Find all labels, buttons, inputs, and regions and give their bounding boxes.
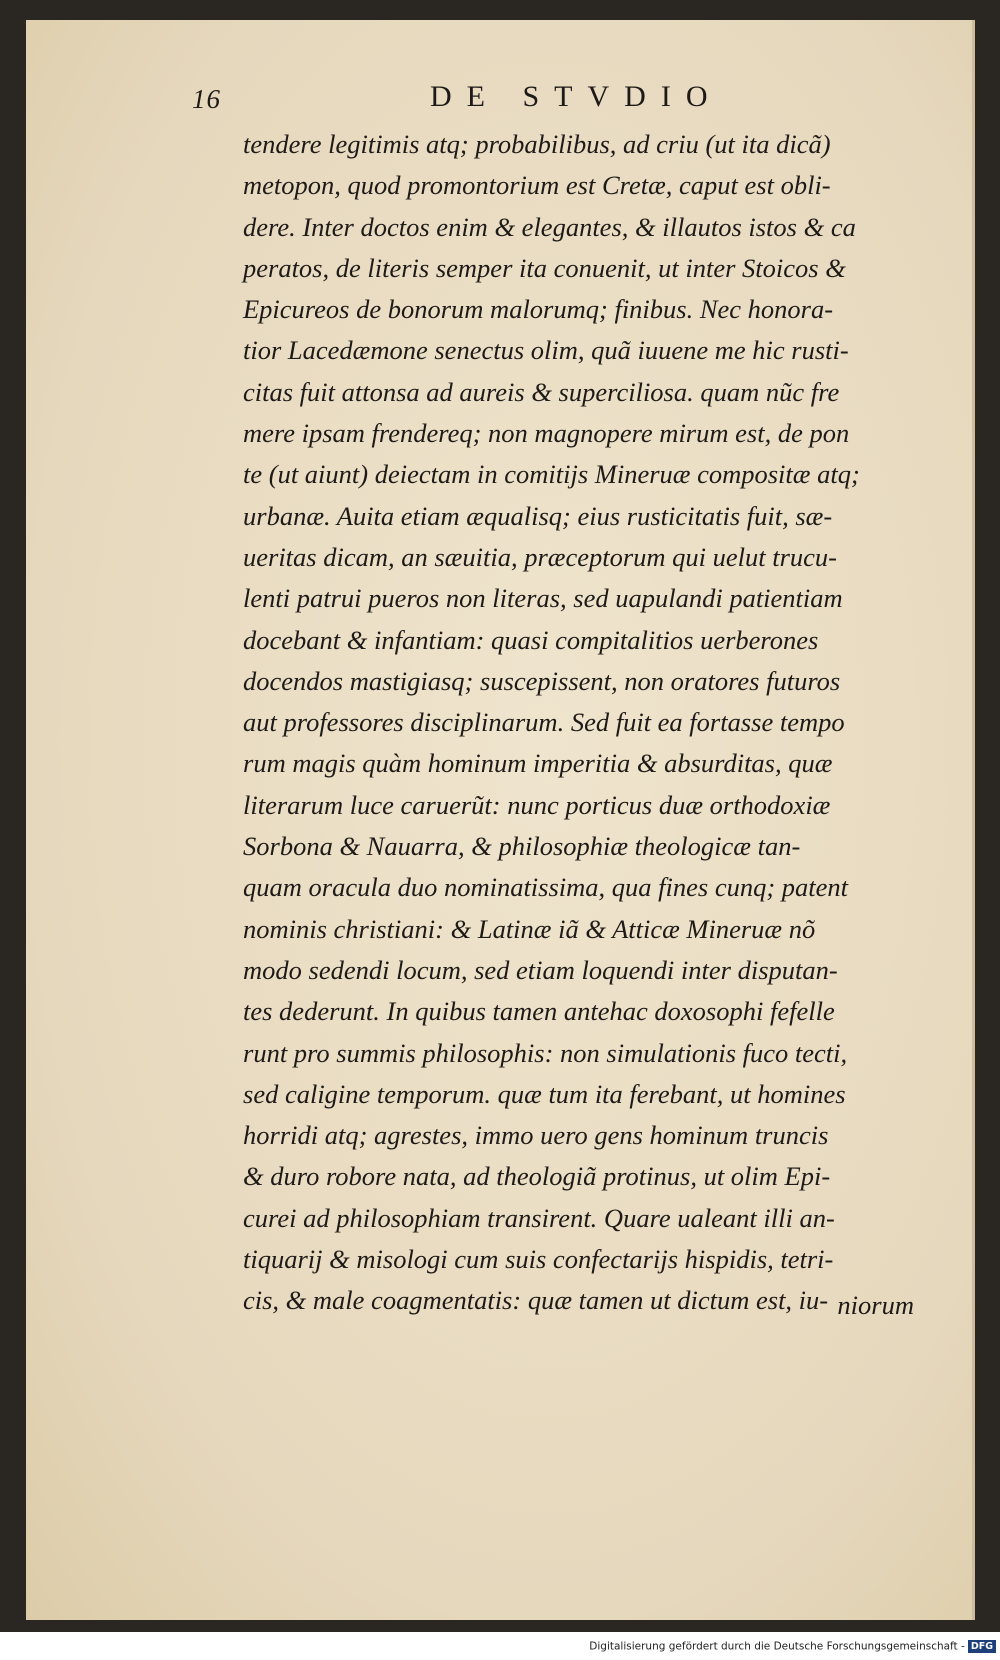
text-line: te (ut aiunt) deiectam in comitijs Mineruæ compositæ atq; [243, 459, 860, 490]
running-head: DE STVDIO [430, 80, 723, 113]
text-line: ueritas dicam, an sæuitia, præceptorum qui uelut trucu- [243, 541, 838, 572]
text-line: literarum luce caruerũt: nunc porticus duæ orthodoxiæ [243, 789, 831, 820]
text-line: peratos, de literis semper ita conuenit, ut inter Stoicos & [243, 252, 846, 283]
page-number: 16 [192, 84, 221, 114]
catchword: niorum [837, 1290, 914, 1320]
text-line: Epicureos de bonorum malorumq; finibus. Nec honora- [243, 294, 834, 325]
text-line: docebant & infantiam: quasi compitalitios uerberones [243, 624, 819, 655]
body-text [243, 124, 913, 1322]
text-line: curei ad philosophiam transirent. Quare ualeant illi an- [243, 1202, 835, 1233]
footer-credit [589, 1640, 996, 1653]
text-line: aut professores disciplinarum. Sed fuit ea fortasse tempo [243, 707, 845, 738]
text-line: lenti patrui pueros non literas, sed uapulandi patientiam [243, 583, 843, 614]
text-line: & duro robore nata, ad theologiã protinus, ut olim Epi- [243, 1161, 831, 1192]
text-line: modo sedendi locum, sed etiam loquendi inter disputan- [243, 954, 838, 985]
text-line: dere. Inter doctos enim & elegantes, & illautos istos & ca [243, 211, 856, 242]
text-line: sed caligine temporum. quæ tum ita ferebant, ut homines [243, 1078, 846, 1109]
text-line: cis, & male coagmentatis: quæ tamen ut dictum est, iu- [243, 1285, 829, 1316]
text-line: horridi atq; agrestes, immo uero gens hominum truncis [243, 1120, 829, 1151]
text-line: tendere legitimis atq; probabilibus, ad criu (ut ita dicã) [243, 129, 831, 159]
text-line: citas fuit attonsa ad aureis & superciliosa. quam nũc fre [243, 376, 840, 407]
footer-credit-text: Digitalisierung gefördert durch die Deutsche Forschungsgemeinschaft - [589, 1640, 965, 1653]
text-line: rum magis quàm hominum imperitia & absurditas, quæ [243, 748, 833, 779]
text-line: urbanæ. Auita etiam æqualisq; eius rusticitatis fuit, sæ- [243, 500, 833, 531]
text-line: mere ipsam frendereq; non magnopere mirum est, de pon [243, 418, 850, 449]
text-line: metopon, quod promontorium est Cretæ, caput est obli- [243, 170, 831, 201]
text-line: docendos mastigiasq; suscepissent, non oratores futuros [243, 665, 841, 696]
dfg-logo: DFG [968, 1640, 996, 1653]
text-line: nominis christiani: & Latinæ iã & Atticæ Mineruæ nõ [243, 913, 816, 944]
text-line: tiquarij & misologi cum suis confectarijs hispidis, tetri- [243, 1244, 834, 1275]
text-line: tes dederunt. In quibus tamen antehac doxosophi fefelle [243, 996, 835, 1027]
text-line: Sorbona & Nauarra, & philosophiæ theologicæ tan- [243, 831, 801, 862]
text-line: quam oracula duo nominatissima, qua fines cunq; patent [243, 872, 849, 903]
text-line: runt pro summis philosophis: non simulationis fuco tecti, [243, 1037, 848, 1068]
text-line: tior Lacedæmone senectus olim, quã iuuene me hic rusti- [243, 335, 849, 366]
